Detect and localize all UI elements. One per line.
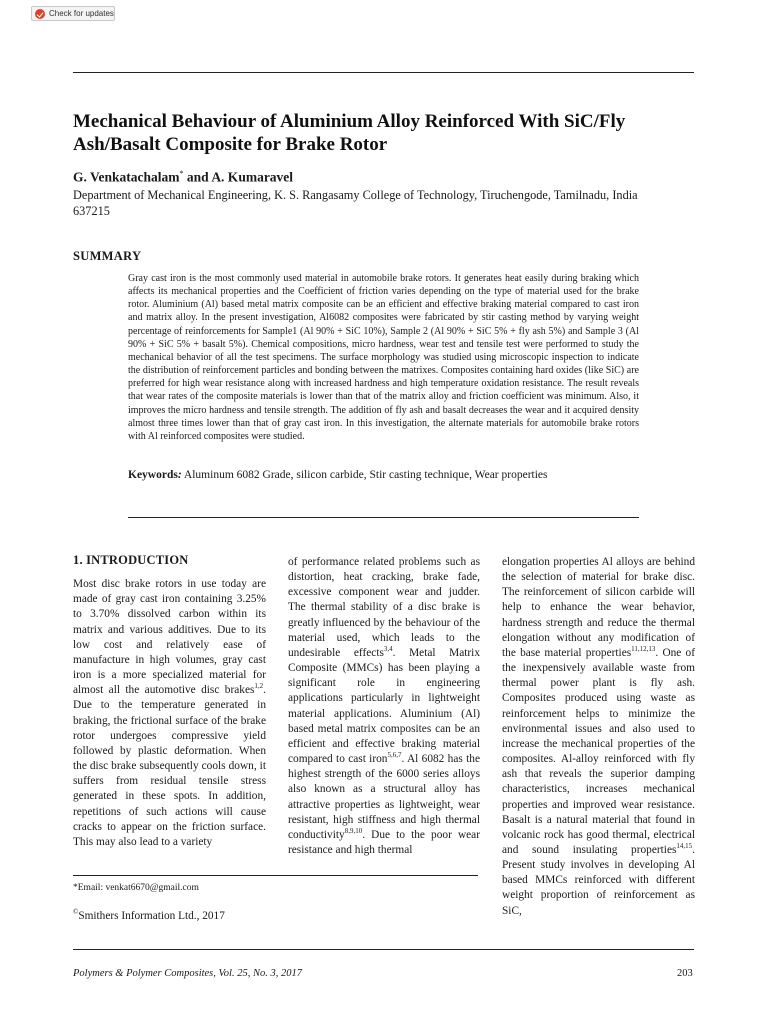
- paper-title: Mechanical Behaviour of Aluminium Alloy Reinforced With SiC/Fly Ash/Basalt Composite for Brake Rotor: [73, 111, 626, 155]
- check-for-updates-label: Check for updates: [49, 9, 114, 18]
- affiliation: Department of Mechanical Engineering, K. S. Rangasamy College of Technology, Tiruchengode, Tamilnadu, India 637215: [73, 188, 638, 218]
- email-footnote[interactable]: *Email: venkat6670@gmail.com: [73, 883, 199, 893]
- footer-rule: [73, 949, 694, 950]
- summary-heading: SUMMARY: [73, 249, 142, 263]
- column-3-span: . One of the inexpensively available waste from thermal power plant is fly ash. Composites produced using waste as reinforcement helps to minimize the environmental issues and also used to increase the mechanical properties of the composites. Al-alloy reinforced with fly ash that reveals the superior damping characteristics, increases mechanical properties and improved wear resistance. Basalt is a natural material that found in volcanic rock has good thermal, electrical and sound insulating properties: [502, 646, 695, 856]
- body-column-2: [288, 555, 480, 858]
- keywords-colon: :: [177, 469, 182, 481]
- check-updates-icon: [35, 9, 45, 19]
- footnote-rule: [73, 875, 478, 876]
- author-list: [73, 169, 293, 186]
- citation-ref[interactable]: 14,15: [676, 842, 693, 851]
- column-1-span: Most disc brake rotors in use today are made of gray cast iron containing 3.25% to 3.70% dissolved carbon within its matrix and various additives. Due to its low cost and relatively ease of manufacture in high volumes, gray cast iron is a more specialized material for almost all the automotive disc brakes: [73, 578, 266, 697]
- introduction-heading: 1. INTRODUCTION: [73, 553, 189, 567]
- body-column-3: [502, 555, 695, 919]
- author-connector: and: [183, 169, 212, 185]
- copyright-text: Smithers Information Ltd., 2017: [78, 909, 225, 922]
- keywords-list: Aluminum 6082 Grade, silicon carbide, Stir casting technique, Wear properties: [181, 469, 548, 481]
- journal-citation: Polymers & Polymer Composites, Vol. 25, No. 3, 2017: [73, 968, 302, 979]
- column-2-span: . Due to the poor wear resistance and high thermal: [288, 828, 480, 856]
- column-2-text: [288, 555, 480, 858]
- column-3-span: elongation properties Al alloys are behind the selection of material for brake disc. The reinforcement of silicon carbide will help to enhance the wear behavior, hardness strength and reduce the thermal elongation without any modification of the base material properties: [502, 556, 695, 659]
- author-2: A. Kumaravel: [211, 169, 294, 185]
- copyright-mark: ©: [73, 908, 79, 916]
- header-rule: [73, 72, 694, 73]
- author-1: G. Venkatachalam: [73, 169, 180, 185]
- column-3-text: [502, 555, 695, 919]
- column-1-text: [73, 577, 266, 850]
- summary-bottom-rule: [128, 517, 639, 518]
- body-column-1: [73, 553, 266, 850]
- column-1-span: . Due to the temperature generated in braking, the frictional surface of the brake rotor undergoes compressive yield followed by plastic deformation. When the disc brake subsequently cools down, it suffers from residual tensile stress generated in these spots. In addition, repetitions of such actions will cause cracks to appear on the friction surface. This may also lead to a variety: [73, 684, 266, 848]
- page-number: 203: [677, 968, 693, 979]
- citation-ref[interactable]: 1,2: [254, 682, 264, 691]
- column-2-span: . Metal Matrix Composite (MMCs) has been playing a significant role in engineering applications particularly in lightweight material applications. Aluminium (Al) based metal matrix composites can be an efficient and effective braking material compared to cast iron: [288, 646, 480, 766]
- check-for-updates-badge[interactable]: [31, 6, 115, 21]
- column-2-span: . Al 6082 has the highest strength of the 6000 series alloys also known as a structural alloy has attractive properties as lightweight, wear resistant, high stiffness and high thermal conductivity: [288, 753, 480, 841]
- abstract-text: Gray cast iron is the most commonly used material in automobile brake rotors. It generates heat easily during braking which affects its mechanical properties and the Coefficient of friction varies depending on the type of material used for the brake rotor. Aluminium (Al) based metal matrix composite can be an efficient and effective braking material compared to cast iron and matrix alloy. In the present investigation, Al6082 composites were fabricated by stir casting method by varying weight percentage of reinforcements for Sample1 (Al 90% + SiC 10%), Sample 2 (Al 90% + SiC 5% + fly ash 5%) and Sample 3 (Al 90% + SiC 5% + basalt 5%). Chemical compositions, micro hardness, wear test and tensile test were performed to study the mechanical behavior of all the test specimens. The surface morphology was studied using microscopic inspection to indicate the distribution of reinforcement particles and bonding between the matrixes. Composites containing hard oxides (like SiC) are preferred for high wear resistance along with increased hardness and high temperature oxidation resistance. The result reveals that wear rates of the composite materials is lower than that of the matrix alloy and friction coefficient was minimum. Also, it improves the micro hardness and tensile strength. The addition of fly ash and basalt decreases the wear and it acquired density almost three times lower than that of gray cast iron. In this investigation, the alternate materials for automobile brake rotors with Al reinforced composites were studied.: [128, 273, 639, 442]
- column-3-span: . Present study involves in developing Al based MMCs reinforced with different weight proportion of reinforcement as SiC,: [502, 843, 695, 917]
- citation-ref[interactable]: 8,9,10: [344, 827, 363, 836]
- citation-ref[interactable]: 3,4: [383, 645, 393, 654]
- citation-ref[interactable]: 11,12,13: [631, 645, 656, 654]
- column-2-span: of performance related problems such as distortion, heat cracking, brake fade, excessive component wear and judder. The thermal stability of a disc brake is greatly influenced by the behaviour of the material used, which leads to the undesirable effects: [288, 556, 480, 659]
- citation-ref[interactable]: 5,6,7: [387, 751, 402, 760]
- keywords-line: [128, 469, 648, 481]
- corresponding-author-mark: *: [179, 169, 184, 178]
- keywords-label: Keywords: [128, 469, 178, 481]
- copyright-notice: [73, 908, 225, 922]
